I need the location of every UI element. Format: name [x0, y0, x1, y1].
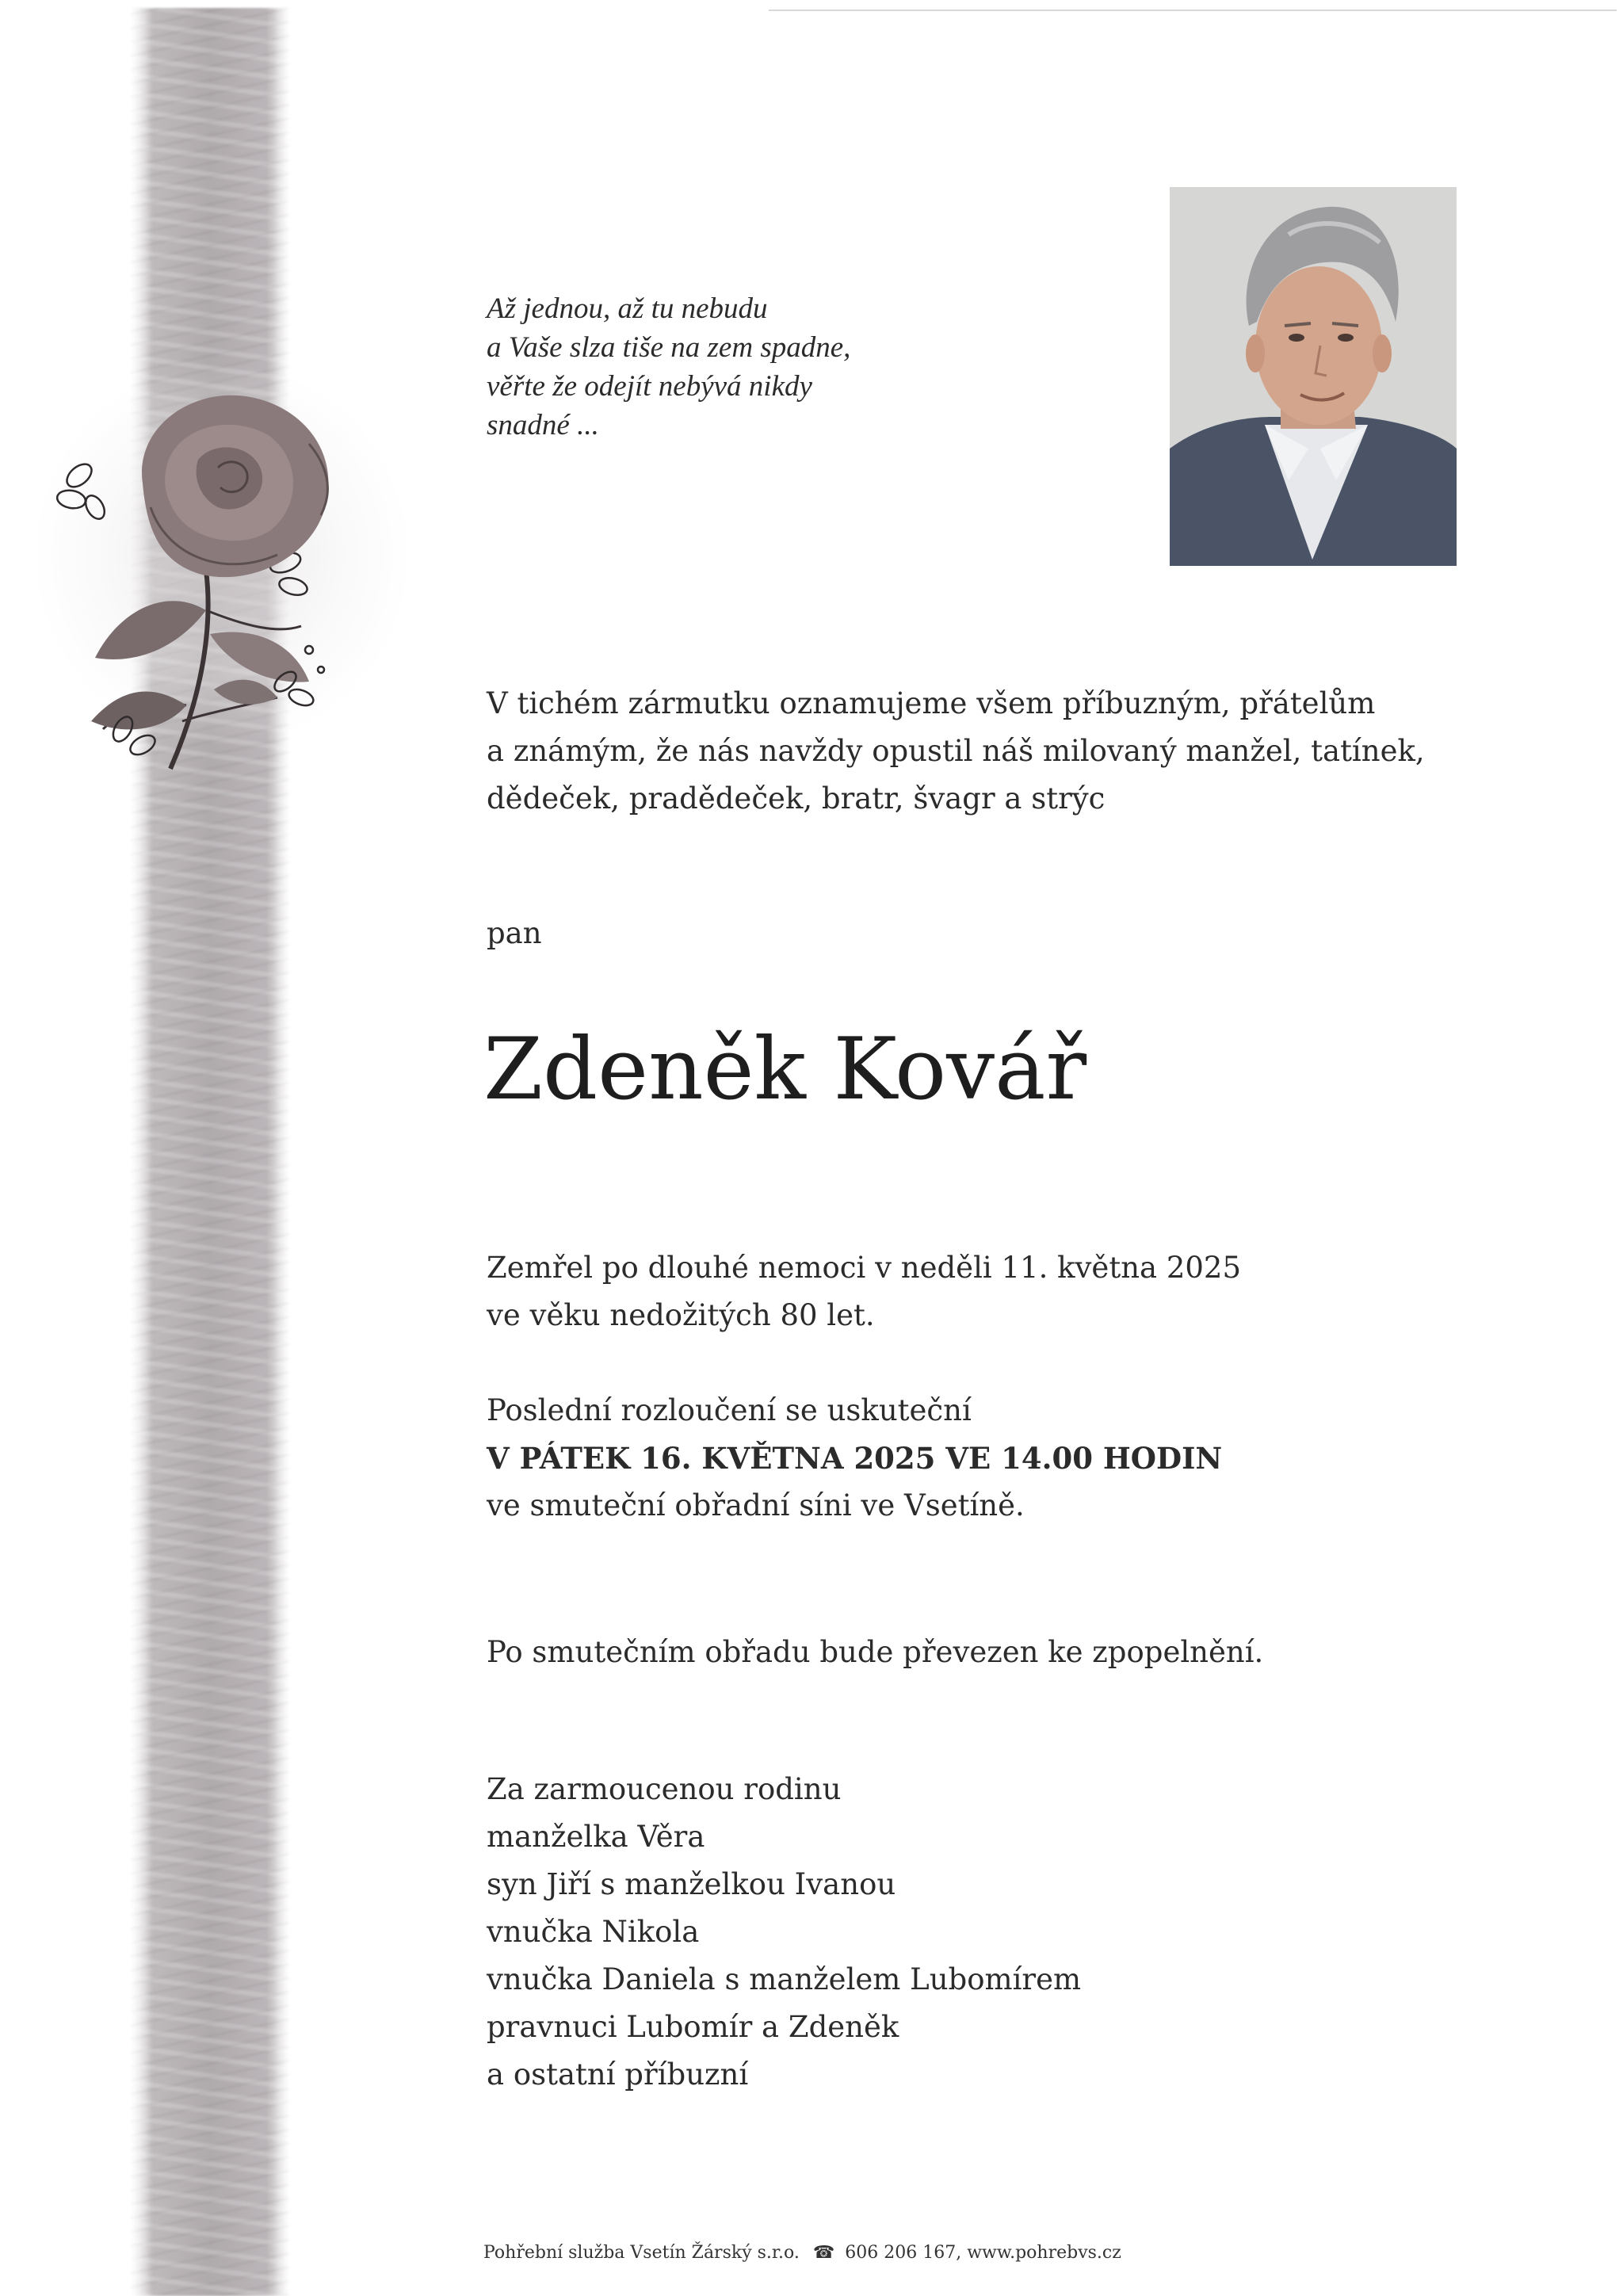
band-edge	[273, 8, 305, 2296]
funeral-company: Pohřební služba Vsetín Žárský s.r.o.	[483, 2243, 800, 2263]
announcement-line: V tichém zármutku oznamujeme všem příbuzným, přátelům	[487, 686, 1376, 720]
telephone-icon: ☎	[812, 2243, 835, 2263]
portrait-icon	[1170, 187, 1457, 566]
family-line: Za zarmoucenou rodinu	[487, 1772, 842, 1806]
funeral-info	[487, 1387, 1222, 1530]
family-line: syn Jiří s manželkou Ivanou	[487, 1867, 896, 1901]
poem-line: věřte že odejít nebývá nikdy	[487, 370, 812, 403]
poem-line: a Vaše slza tiše na zem spadne,	[487, 331, 851, 364]
footer-contact: 606 206 167, www.pohrebvs.cz	[845, 2243, 1121, 2263]
cremation-note: Po smutečním obřadu bude převezen ke zpopelnění.	[487, 1635, 1264, 1669]
footer	[483, 2243, 1121, 2263]
announcement-line: dědeček, pradědeček, bratr, švagr a strýc	[487, 781, 1106, 816]
family-line: a ostatní příbuzní	[487, 2057, 749, 2092]
decorative-band	[131, 8, 289, 2296]
announcement	[487, 680, 1425, 823]
death-info-line: Zemřel po dlouhé nemoci v neděli 11. května 2025	[487, 1251, 1242, 1285]
death-info-line: ve věku nedožitých 80 let.	[487, 1298, 875, 1332]
family-signatures	[487, 1766, 1081, 2099]
portrait-photo	[1170, 187, 1457, 566]
deceased-name: Zdeněk Kovář	[483, 1020, 1087, 1119]
family-line: pravnuci Lubomír a Zdeněk	[487, 2010, 899, 2044]
salutation: pan	[487, 916, 542, 950]
family-line: manželka Věra	[487, 1820, 705, 1854]
rose-icon	[48, 372, 388, 785]
family-line: vnučka Nikola	[487, 1915, 700, 1949]
funeral-place: ve smuteční obřadní síni ve Vsetíně.	[487, 1488, 1025, 1522]
family-line: vnučka Daniela s manželem Lubomírem	[487, 1962, 1082, 1996]
poem-line: Až jednou, až tu nebudu	[487, 292, 768, 325]
band-edge	[119, 8, 151, 2296]
funeral-datetime: V PÁTEK 16. KVĚTNA 2025 VE 14.00 HODIN	[487, 1441, 1223, 1476]
announcement-line: a známým, že nás navždy opustil náš milovaný manžel, tatínek,	[487, 734, 1425, 768]
poem-line: snadné ...	[487, 409, 599, 441]
top-rule	[769, 10, 1617, 11]
death-info	[487, 1244, 1241, 1339]
funeral-intro: Poslední rozloučení se uskuteční	[487, 1393, 972, 1427]
poem	[487, 289, 1057, 445]
